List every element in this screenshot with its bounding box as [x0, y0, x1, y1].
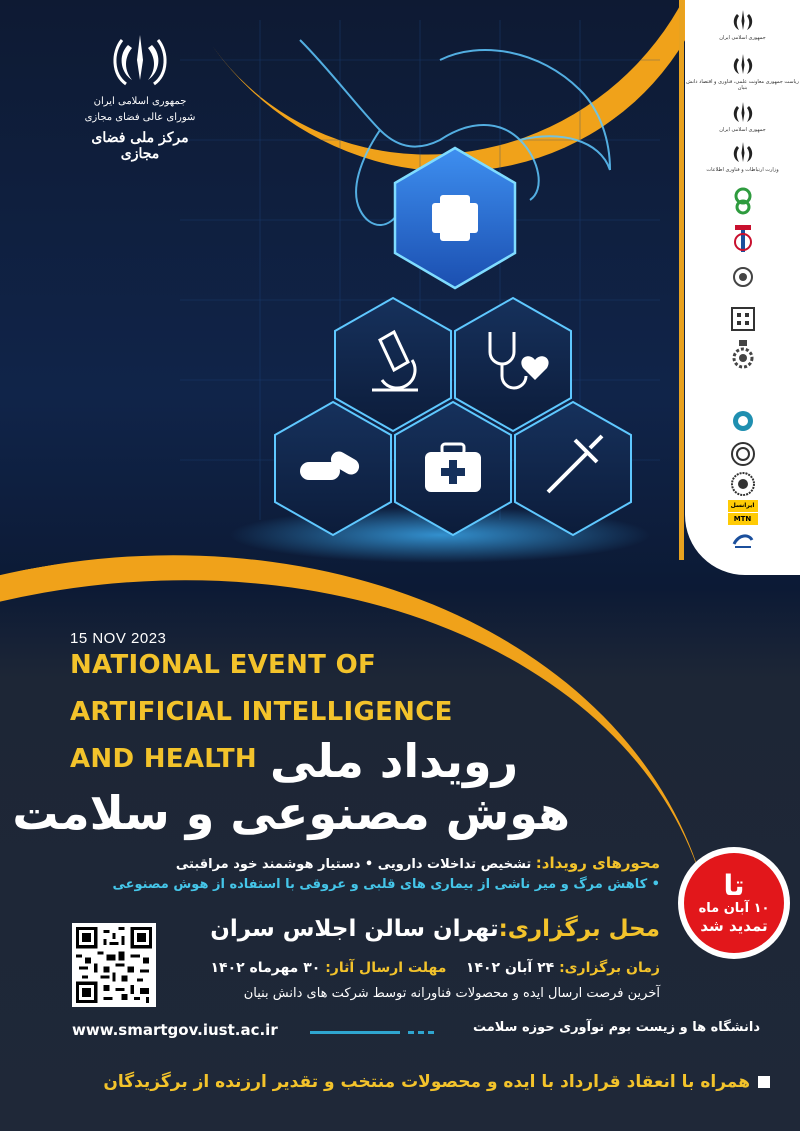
extension-badge [678, 847, 790, 959]
sponsor-logo [685, 100, 800, 133]
note-line1: آخرین فرصت ارسال ایده و محصولات فناورانه توسط شرکت های دانش بنیان [243, 986, 660, 1001]
badge-line3: تمدید شد [700, 917, 768, 935]
title-fa-line2: هوش مصنوعی و سلامت [12, 786, 570, 840]
emblem-icon [730, 140, 756, 166]
red-figure-logo [730, 222, 756, 256]
sponsor-panel [685, 0, 800, 575]
sponsor-logo [685, 336, 800, 370]
emblem-icon [730, 8, 756, 34]
organizer-logo [70, 30, 210, 170]
title-en-line2: ARTIFICIAL INTELLIGENCE [70, 697, 453, 727]
organizer-line1: جمهوری اسلامی ایران [93, 96, 187, 107]
sponsor-logo [685, 410, 800, 432]
schedule [180, 960, 660, 976]
sponsor-logo [685, 186, 800, 216]
bottom-tagline-text: همراه با انعقاد قرارداد با ایده و محصولات منتخب و تقدیر ارزنده از برگزیدگان [103, 1072, 750, 1092]
held-value: ۲۴ آبان ۱۴۰۲ [465, 960, 555, 976]
sponsor-caption: جمهوری اسلامی ایران [719, 35, 766, 41]
university-seal-icon [731, 442, 755, 466]
venue-label: محل برگزاری: [498, 916, 660, 942]
topics-label: محورهای رویداد: [535, 854, 660, 872]
held-label: زمان برگزاری: [559, 960, 660, 976]
square-bullet-icon [758, 1076, 770, 1088]
university-seal-icon [732, 266, 754, 288]
university-seal-icon [731, 472, 755, 496]
venue [180, 916, 660, 942]
sponsor-logo [685, 222, 800, 256]
event-date: 15 NOV 2023 [70, 630, 167, 647]
sponsor-logo-irancell [685, 500, 800, 525]
sponsor-caption: وزارت ارتباطات و فناوری اطلاعات [706, 167, 779, 173]
deadline-value: ۳۰ مهرماه ۱۴۰۲ [210, 960, 321, 976]
sponsor-logo [685, 140, 800, 173]
title-en-line3: AND HEALTH [70, 744, 257, 774]
university-seal-icon [732, 410, 754, 432]
sponsor-logo [685, 52, 800, 91]
emblem-icon [730, 52, 756, 78]
gold-divider [679, 0, 684, 560]
note-line2: دانشگاه ها و زیست بوم نوآوری حوزه سلامت [472, 1020, 760, 1035]
deadline-label: مهلت ارسال آثار: [325, 960, 447, 976]
irancell-logo: ایرانسل [728, 500, 758, 512]
iran-emblem-icon [110, 30, 170, 90]
qr-code-image [76, 927, 152, 1003]
dash-divider-dotted [408, 1031, 438, 1034]
sponsor-logo [685, 266, 800, 288]
venue-value: تهران سالن اجلاس سران [210, 916, 499, 942]
topics-item1: تشخیص تداخلات دارویی • دستیار هوشمند خود مراقبتی [175, 857, 532, 872]
sponsor-logo [685, 306, 800, 332]
sponsor-logo [685, 442, 800, 466]
bottom-tagline [70, 1072, 770, 1092]
organizer-line3: مرکز ملی فضای مجازی [91, 130, 189, 162]
title-fa-line1: رویداد ملی [270, 734, 519, 788]
website-link[interactable]: www.smartgov.iust.ac.ir [72, 1021, 278, 1039]
qr-code[interactable] [72, 923, 156, 1007]
topics-item2: • کاهش مرگ و میر ناشی از بیماری های قلبی و عروقی با استفاده از هوش مصنوعی [112, 877, 660, 892]
sponsor-logo [685, 532, 800, 550]
title-en-line1: NATIONAL EVENT OF [70, 650, 377, 680]
badge-line1: تا [723, 869, 745, 902]
dash-divider [310, 1031, 400, 1034]
grid-pattern-logo [730, 306, 756, 332]
swoosh-logo-icon [731, 532, 755, 550]
mtn-logo: MTN [728, 513, 758, 525]
organizer-line2: شورای عالی فضای مجازی [84, 112, 196, 123]
badge-line2: ۱۰ آبان ماه [698, 901, 770, 916]
emblem-icon [730, 100, 756, 126]
green-swirl-logo [730, 186, 756, 216]
sponsor-logo [685, 8, 800, 41]
sponsor-caption: ریاست جمهوری معاونت علمی، فناوری و اقتصاد دانش بنیان [686, 79, 799, 91]
sponsor-caption: جمهوری اسلامی ایران [719, 127, 766, 133]
gear-logo-icon [730, 336, 756, 370]
event-topics [60, 853, 660, 895]
sponsor-logo [685, 472, 800, 496]
